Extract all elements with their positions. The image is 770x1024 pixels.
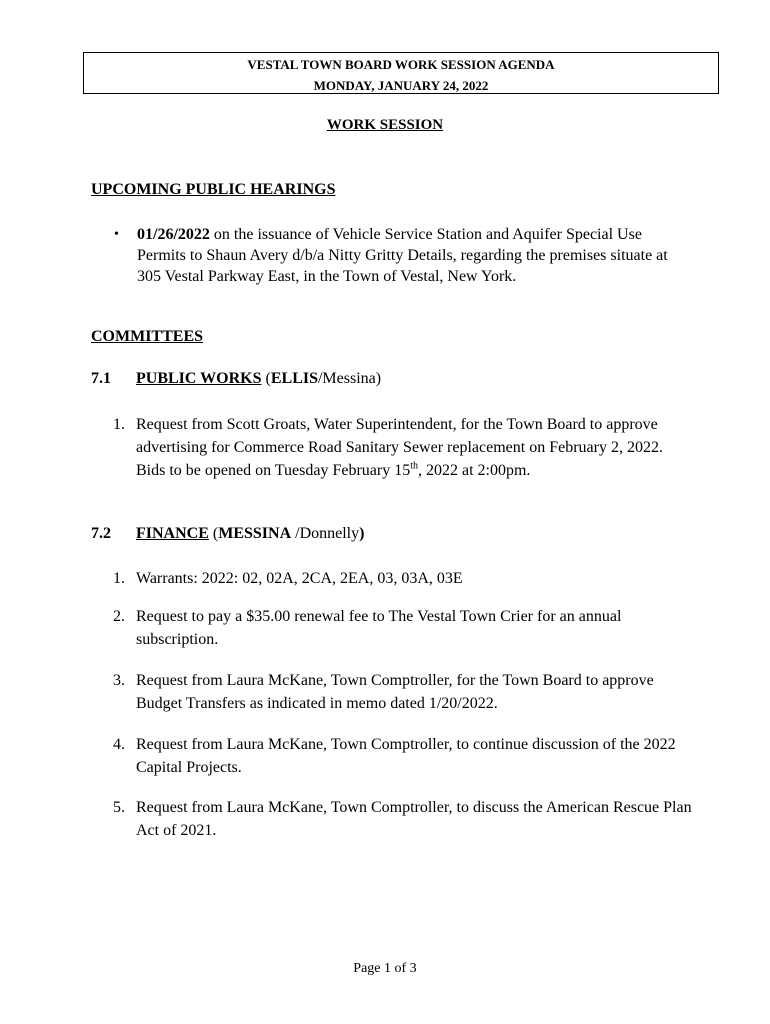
hearing-date: 01/26/2022 xyxy=(137,226,210,243)
section-members: /Messina) xyxy=(317,370,382,387)
section-number: 7.1 xyxy=(91,370,111,387)
item-text: Request from Laura McKane, Town Comptroller, to discuss the American Rescue Plan Act of 2021. xyxy=(136,799,692,839)
item-number: 3. xyxy=(113,672,125,689)
list-item xyxy=(113,733,693,779)
agenda-header-box xyxy=(83,52,719,94)
page-number: Page 1 of 3 xyxy=(353,961,417,976)
section-title: PUBLIC WORKS xyxy=(136,370,262,387)
hearing-description: on the issuance of Vehicle Service Station and Aquifer Special Use Permits to Shaun Avery d/b/a Nitty Gritty Details, regarding the premises situate at 305 Vestal Parkway East, in the Town of Vestal, New York. xyxy=(137,226,668,285)
public-hearing-item xyxy=(114,224,674,287)
list-item xyxy=(113,796,693,842)
item-text: Request from Laura McKane, Town Comptroller, to continue discussion of the 2022 Capital Projects. xyxy=(136,736,676,776)
list-item xyxy=(113,567,693,590)
section-open-paren: ( xyxy=(208,525,219,542)
item-number: 1. xyxy=(113,570,125,587)
item-number: 1. xyxy=(113,416,125,433)
bullet-icon: • xyxy=(114,227,119,242)
section-title: FINANCE xyxy=(136,525,209,542)
public-hearings-heading: UPCOMING PUBLIC HEARINGS xyxy=(91,181,336,198)
item-text-part: , 2022 at 2:00pm. xyxy=(417,462,531,479)
item-text xyxy=(136,413,693,482)
section-finance xyxy=(91,525,364,543)
committees-heading: COMMITTEES xyxy=(91,328,204,345)
section-members: /Donnelly xyxy=(291,525,360,542)
public-hearing-text xyxy=(137,224,674,287)
section-public-works xyxy=(91,370,381,388)
agenda-date: MONDAY, JANUARY 24, 2022 xyxy=(313,78,489,93)
item-text: Request from Laura McKane, Town Comptroller, for the Town Board to approve Budget Transfers as indicated in memo dated 1/20/2022. xyxy=(136,672,654,712)
list-item xyxy=(113,413,693,482)
item-text: Warrants: 2022: 02, 02A, 2CA, 2EA, 03, 03A, 03E xyxy=(136,570,463,587)
item-number: 2. xyxy=(113,608,125,625)
section-number: 7.2 xyxy=(91,525,111,542)
item-number: 4. xyxy=(113,736,125,753)
section-open-paren: ( xyxy=(261,370,271,387)
item-number: 5. xyxy=(113,799,125,816)
list-item xyxy=(113,669,693,715)
list-item xyxy=(113,605,693,651)
agenda-title: VESTAL TOWN BOARD WORK SESSION AGENDA xyxy=(247,57,555,72)
item-text: Request to pay a $35.00 renewal fee to The Vestal Town Crier for an annual subscription. xyxy=(136,608,622,648)
work-session-title: WORK SESSION xyxy=(326,117,444,133)
section-close-paren: ) xyxy=(359,525,365,542)
section-chair: MESSINA xyxy=(218,525,292,542)
section-chair: ELLIS xyxy=(270,370,318,387)
item-superscript: th xyxy=(410,460,418,472)
item-text-part: Request from Scott Groats, Water Superintendent, for the Town Board to approve advertising for Commerce Road Sanitary Sewer replacement on February 2, 2022. Bids to be opened on Tuesday February 15 xyxy=(136,416,663,479)
